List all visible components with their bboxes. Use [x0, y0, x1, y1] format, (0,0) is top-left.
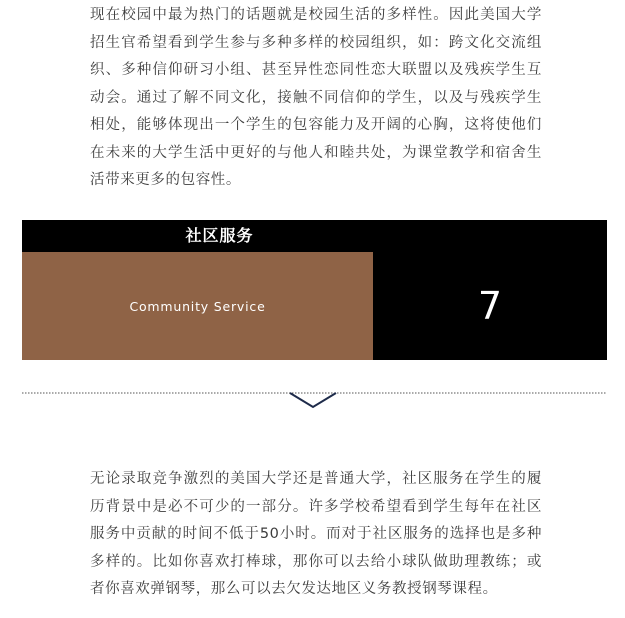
- section-banner: [22, 220, 607, 360]
- section-subtitle-panel: [22, 252, 373, 360]
- section-title: 社区服务: [185, 226, 254, 245]
- body-paragraph: 无论录取竞争激烈的美国大学还是普通大学，社区服务在学生的履历背景中是必不可少的一部分。许多学校希望看到学生每年在社区服务中贡献的时间不低于50小时。而对于社区服务的选择也是多种多样的。比如你喜欢打棒球，那你可以去给小球队做助理教练；或者你喜欢弹钢琴，那么可以去欠发达地区义务教授钢琴课程。: [90, 471, 542, 597]
- section-subtitle: Community Service: [129, 298, 266, 314]
- intro-paragraph: 现在校园中最为热门的话题就是校园生活的多样性。因此美国大学招生官希望看到学生参与多种多样的校园组织，如：跨文化交流组织、多种信仰研习小组、甚至异性恋同性恋大联盟以及残疾学生互动会。通过了解不同文化，接触不同信仰的学生，以及与残疾学生相处，能够体现出一个学生的包容能力及开阔的心胸，这将使他们在未来的大学生活中更好的与他人和睦共处，为课堂教学和宿舍生活带来更多的包容性。: [90, 7, 542, 188]
- section-number: 7: [477, 284, 503, 328]
- section-divider: [22, 390, 607, 414]
- chevron-down-icon: [290, 393, 336, 407]
